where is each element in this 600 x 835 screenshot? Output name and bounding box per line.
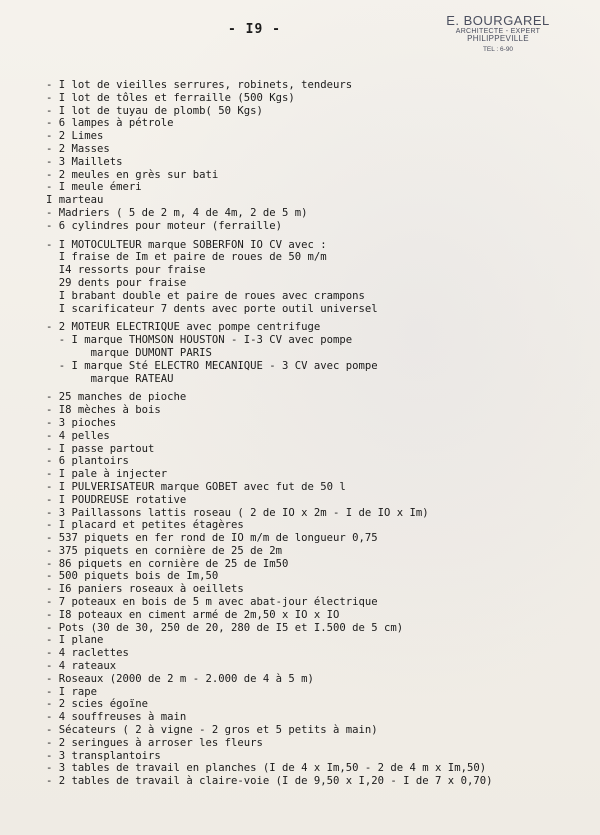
stamp-tel: TEL : 6-90 [482, 46, 514, 54]
inventory-line: - I meule émeri [46, 181, 142, 194]
inventory-line: - 2 tables de travail à claire-voie (I de 9,50 x I,20 - I de 7 x 0,70) [46, 775, 493, 788]
inventory-line: I brabant double et paire de roues avec crampons [46, 289, 365, 302]
inventory-line: - I rape [46, 685, 98, 698]
inventory-line: - 2 seringues à arroser les fleurs [46, 736, 263, 749]
inventory-line: I4 ressorts pour fraise [46, 264, 206, 277]
inventory-line: - I marque THOMSON HOUSTON - I-3 CV avec pompe [46, 334, 353, 347]
inventory-line: - 4 raclettes [46, 647, 129, 660]
inventory-line: - I plane [46, 634, 104, 647]
inventory-line: - 2 Limes [46, 130, 104, 143]
inventory-line: - 3 Maillets [46, 155, 123, 168]
inventory-line: - I8 poteaux en ciment armé de 2m,50 x IO x IO [46, 608, 340, 621]
inventory-line: - 2 meules en grès sur bati [46, 168, 219, 181]
inventory-line: - I pale à injecter [46, 468, 168, 481]
inventory-line: - 500 piquets bois de Im,50 [46, 570, 219, 583]
inventory-line: - Roseaux (2000 de 2 m - 2.000 de 4 à 5 m) [46, 672, 314, 685]
inventory-line: - I marque Sté ELECTRO MECANIQUE - 3 CV avec pompe [46, 359, 378, 372]
inventory-line: - Sécateurs ( 2 à vigne - 2 gros et 5 petits à main) [46, 724, 378, 737]
inventory-line: - 6 plantoirs [46, 455, 129, 468]
inventory-line: - I8 mèches à bois [46, 404, 161, 417]
stamp-name: E. BOURGAREL [446, 13, 550, 28]
stamp-title: ARCHITECTE - EXPERT [455, 27, 541, 35]
inventory-line: - 6 cylindres pour moteur (ferraille) [46, 219, 282, 232]
stamp-city: PHILIPPEVILLE [467, 33, 529, 43]
inventory-line: marque DUMONT PARIS [46, 346, 212, 359]
architect-stamp [438, 14, 558, 54]
inventory-line: I scarificateur 7 dents avec porte outil universel [46, 302, 378, 315]
inventory-line: - Madriers ( 5 de 2 m, 4 de 4m, 2 de 5 m) [46, 206, 308, 219]
inventory-line: - 4 pelles [46, 429, 110, 442]
inventory-line: - I6 paniers roseaux à oeillets [46, 583, 244, 596]
inventory-line: - I passe partout [46, 442, 155, 455]
inventory-line: - I MOTOCULTEUR marque SOBERFON IO CV avec : [46, 238, 327, 251]
inventory-line: - I lot de vieilles serrures, robinets, tendeurs [46, 79, 353, 91]
inventory-line: - Pots (30 de 30, 250 de 20, 280 de I5 et I.500 de 5 cm) [46, 621, 404, 634]
page-number: - I9 - [228, 22, 281, 37]
inventory-line: - 3 pioches [46, 416, 117, 429]
inventory-line: - 4 rateaux [46, 660, 117, 673]
inventory-line: - I lot de tôles et ferraille (500 Kgs) [46, 91, 295, 104]
inventory-line: - I lot de tuyau de plomb( 50 Kgs) [46, 104, 263, 117]
inventory-line: - 4 souffreuses à main [46, 711, 187, 724]
inventory-line: - 3 transplantoirs [46, 749, 161, 762]
inventory-line: - I PULVERISATEUR marque GOBET avec fut de 50 l [46, 480, 346, 493]
inventory-line: - 2 scies égoïne [46, 698, 149, 711]
inventory-line: - 3 Paillassons lattis roseau ( 2 de IO x 2m - I de IO x Im) [46, 506, 429, 519]
inventory-line: - I placard et petites étagères [46, 519, 244, 532]
inventory-line: - 2 MOTEUR ELECTRIQUE avec pompe centrifuge [46, 321, 321, 334]
inventory-line: - 2 Masses [46, 142, 110, 155]
inventory-line: - 86 piquets en cornière de 25 de Im50 [46, 557, 289, 570]
inventory-line: - 6 lampes à pétrole [46, 117, 174, 130]
inventory-line: - 537 piquets en fer rond de IO m/m de longueur 0,75 [46, 532, 378, 545]
inventory-line: - 375 piquets en cornière de 25 de 2m [46, 544, 282, 557]
inventory-line: - 3 tables de travail en planches (I de 4 x Im,50 - 2 de 4 m x Im,50) [46, 762, 487, 775]
inventory-line: 29 dents pour fraise [46, 276, 187, 289]
inventory-line: I marteau [46, 194, 104, 207]
inventory-line: - I POUDREUSE rotative [46, 493, 187, 506]
inventory-line: - 7 poteaux en bois de 5 m avec abat-jour électrique [46, 596, 378, 609]
inventory-line: - 25 manches de pioche [46, 391, 187, 404]
inventory-line: I fraise de Im et paire de roues de 50 m/m [46, 251, 327, 264]
inventory-line: marque RATEAU [46, 372, 174, 385]
inventory-list [46, 79, 580, 788]
